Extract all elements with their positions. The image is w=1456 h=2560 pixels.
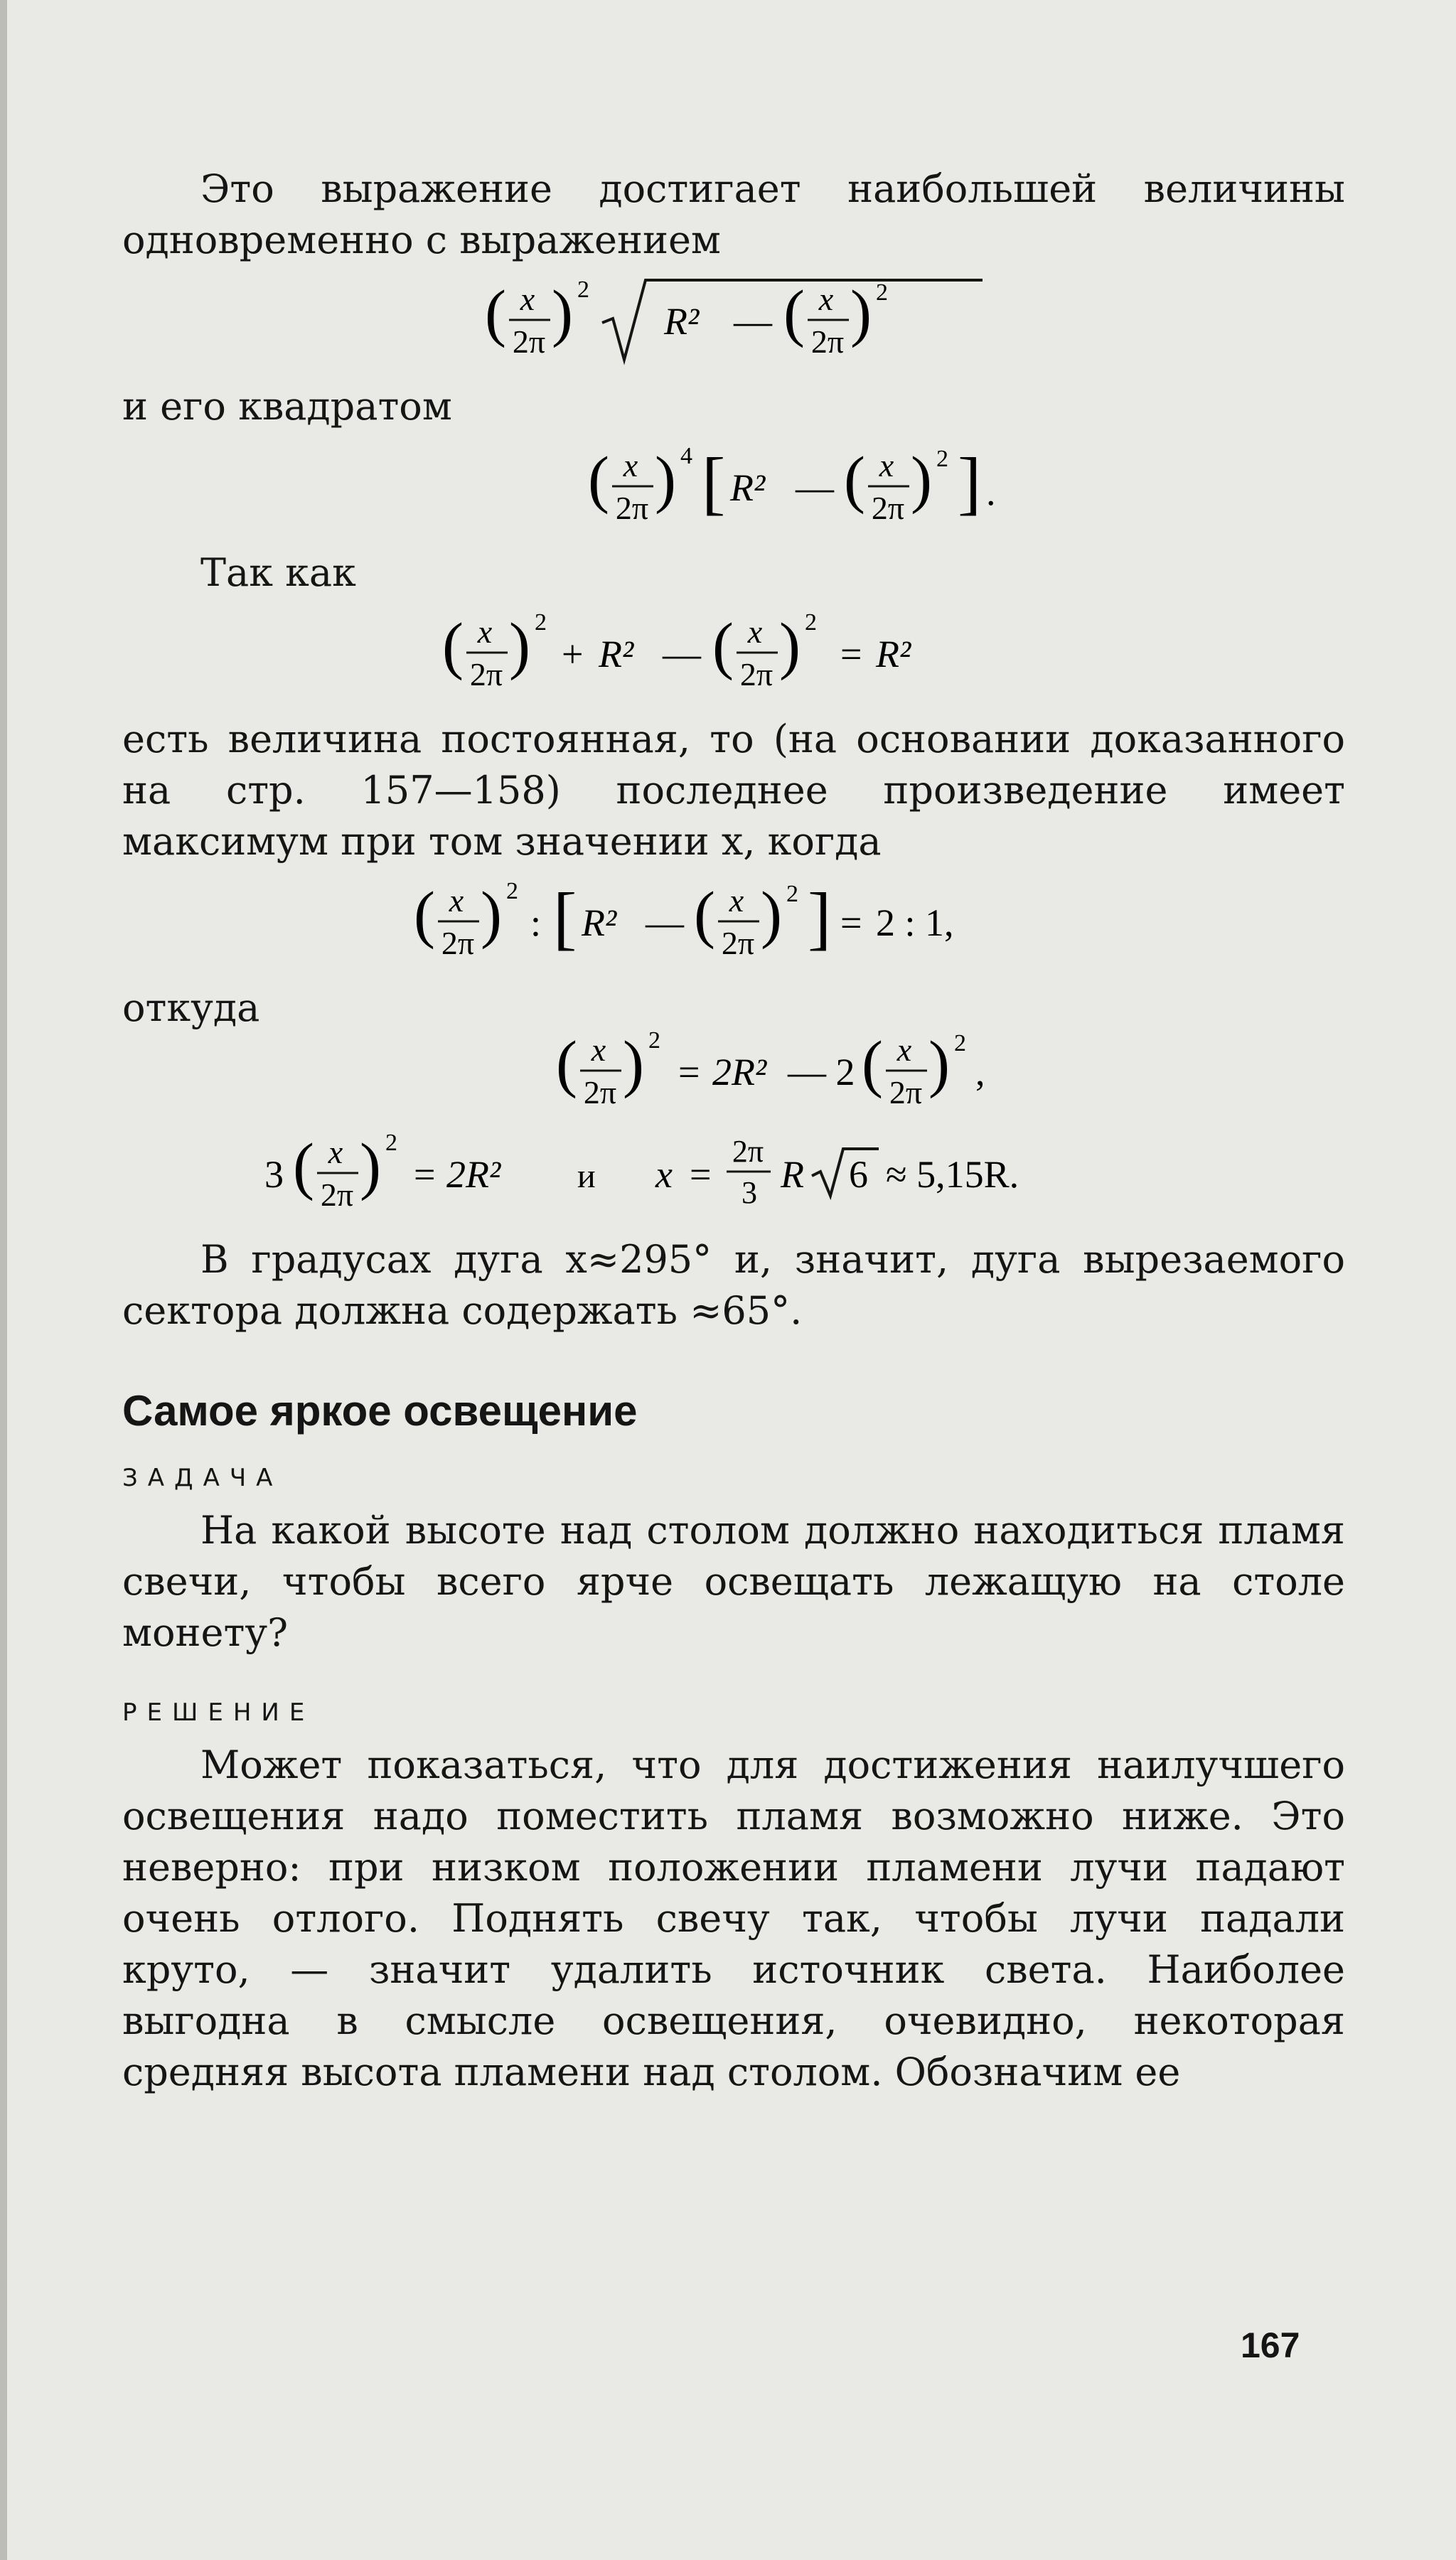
- paren: ): [850, 278, 872, 348]
- frac-den: 2π: [739, 656, 774, 692]
- paren: ): [655, 444, 676, 515]
- paragraph-3: Так как: [200, 550, 356, 595]
- rhs-2r2: 2R²: [446, 1153, 501, 1196]
- exponent: 2: [954, 1030, 966, 1056]
- ratio: 2 : 1,: [876, 901, 954, 944]
- paragraph-6: В градусах дуга x≈295° и, значит, дуга вырезаемого сектора должна содержать ≈65°.: [122, 1237, 1345, 1333]
- minus-two: — 2: [788, 1051, 855, 1093]
- frac-den: 2π: [615, 490, 649, 526]
- frac-num: x: [729, 882, 744, 919]
- period: .: [986, 471, 996, 513]
- paren: ): [779, 611, 801, 681]
- sqrt-sign: [812, 1149, 879, 1196]
- formula-6: [122, 1129, 1345, 1221]
- frac-den: 2π: [721, 925, 755, 961]
- paren: ): [911, 444, 932, 515]
- frac-num: x: [449, 882, 464, 919]
- formula-4: [122, 877, 1345, 970]
- exponent: 2: [506, 878, 518, 904]
- solution-label: РЕШЕНИЕ: [122, 1698, 315, 1727]
- paren: (: [712, 611, 734, 681]
- frac-den: 2π: [889, 1074, 923, 1110]
- paren: ): [761, 879, 782, 950]
- exponent: 2: [648, 1027, 660, 1054]
- formula-6-svg: [264, 1129, 1203, 1221]
- rhs-2r2: 2R²: [712, 1051, 767, 1093]
- exponent: 2: [577, 277, 589, 303]
- frac-den: 2π: [583, 1074, 617, 1110]
- paren: ): [481, 879, 502, 950]
- frac-num: x: [896, 1032, 912, 1068]
- r-squared: R²: [730, 466, 766, 509]
- frac-num: x: [477, 614, 493, 650]
- minus-sign: —: [796, 466, 834, 509]
- frac-den: 2π: [512, 323, 546, 360]
- formula-2: [122, 442, 1345, 535]
- r-squared: R²: [664, 300, 700, 343]
- frac-den: 3: [742, 1175, 757, 1210]
- paren: ): [360, 1131, 381, 1201]
- paren: ): [928, 1029, 950, 1099]
- paren: (: [293, 1131, 314, 1201]
- task-label: ЗАДАЧА: [122, 1464, 283, 1492]
- frac-num: x: [520, 281, 535, 317]
- sqrt-six: 6: [849, 1153, 868, 1196]
- exponent: 2: [786, 881, 798, 907]
- formula-1: [122, 276, 1345, 368]
- bracket: [: [702, 443, 726, 522]
- paren: (: [862, 1029, 883, 1099]
- exponent: 2: [535, 609, 547, 636]
- minus-sign: —: [734, 300, 772, 343]
- formula-3-svg: [442, 609, 1025, 701]
- paragraph-4: есть величина постоянная, то (на основании доказанного на стр. 157—158) последнее произведение имеет максимум при том значении x, когда: [122, 717, 1345, 864]
- exponent: 2: [876, 279, 888, 306]
- formula-3: [122, 609, 1345, 701]
- paragraph-1: Это выражение достигает наибольшей величины одновременно с выражением: [122, 166, 1345, 262]
- paragraph-5: откуда: [122, 985, 260, 1030]
- paren: (: [442, 611, 464, 681]
- paren: ): [509, 611, 530, 681]
- approx-result: ≈ 5,15R.: [886, 1153, 1019, 1196]
- minus-sign: —: [663, 633, 701, 675]
- paren: (: [588, 444, 609, 515]
- exponent: 2: [936, 446, 948, 472]
- formula-4-svg: [414, 877, 1054, 970]
- formula-5: [122, 1027, 1345, 1119]
- equals-sign: =: [678, 1051, 700, 1093]
- page-edge: [0, 0, 7, 2560]
- frac-den: 2π: [441, 925, 475, 961]
- equals-sign: =: [840, 901, 862, 944]
- paren: ): [552, 278, 573, 348]
- paren: ): [623, 1029, 644, 1099]
- frac-den: 2π: [469, 656, 503, 692]
- equals-sign: =: [840, 633, 862, 675]
- frac-num: 2π: [732, 1134, 764, 1169]
- bracket: ]: [808, 878, 832, 957]
- page-number: 167: [1241, 2325, 1300, 2365]
- paragraph-2: и его квадратом: [122, 384, 452, 429]
- equals-sign: =: [414, 1153, 436, 1196]
- comma: ,: [975, 1051, 985, 1093]
- paren: (: [694, 879, 715, 950]
- formula-1-svg: [485, 276, 983, 368]
- coefficient-3: 3: [264, 1153, 284, 1196]
- task-text: На какой высоте над столом должно находиться пламя свечи, чтобы всего ярче освещать лежащую на столе монету?: [122, 1508, 1345, 1655]
- frac-den: 2π: [320, 1177, 354, 1213]
- exponent: 2: [805, 609, 817, 636]
- solution-text: Может показаться, что для достижения наилучшего освещения надо поместить пламя возможно ниже. Это неверно: при низком положении пламени лучи падают очень отлого. Поднять свечу так, чтобы лучи падали круто, — значит удалить источник света. Наиболее выгодна в смысле освещения, очевидно, некоторая средняя высота пламени над столом. Обозначим ее: [122, 1742, 1345, 2094]
- paren: (: [414, 879, 435, 950]
- book-page: [122, 164, 1345, 2098]
- conjunction-and: и: [577, 1157, 596, 1195]
- frac-num: x: [328, 1134, 343, 1170]
- formula-2-svg: [588, 442, 1043, 535]
- minus-sign: —: [646, 901, 684, 944]
- frac-num: x: [747, 614, 763, 650]
- frac-den: 2π: [810, 323, 845, 360]
- var-r: R: [781, 1153, 804, 1196]
- exponent: 4: [680, 443, 692, 469]
- colon: :: [530, 901, 542, 944]
- r-squared: R²: [876, 633, 911, 675]
- section-title: Самое яркое освещение: [122, 1387, 638, 1435]
- r-squared: R²: [582, 901, 617, 944]
- bracket: [: [553, 878, 577, 957]
- frac-num: x: [591, 1032, 606, 1068]
- frac-num: x: [818, 281, 834, 317]
- frac-num: x: [623, 447, 638, 483]
- paren: (: [485, 278, 506, 348]
- frac-num: x: [879, 447, 894, 483]
- formula-5-svg: [556, 1027, 1096, 1119]
- var-x: x: [655, 1153, 673, 1196]
- frac-den: 2π: [871, 490, 905, 526]
- paren: (: [556, 1029, 577, 1099]
- exponent: 2: [385, 1130, 397, 1156]
- paren: (: [783, 278, 805, 348]
- r-squared: R²: [599, 633, 634, 675]
- plus-sign: +: [562, 633, 584, 675]
- paren: (: [844, 444, 865, 515]
- bracket: ]: [958, 443, 982, 522]
- equals-sign: =: [690, 1153, 712, 1196]
